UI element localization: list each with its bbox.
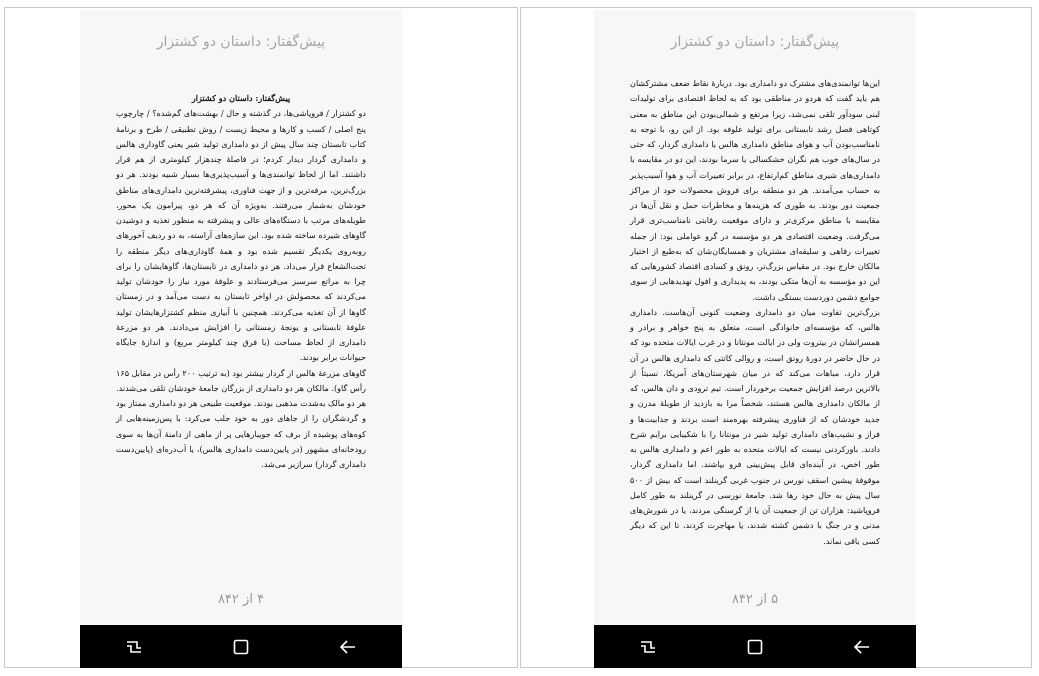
recents-icon[interactable] (628, 627, 668, 667)
home-icon[interactable] (735, 627, 775, 667)
reader-screen-left[interactable] (80, 10, 402, 668)
page-counter: ۵ از ۸۴۲ (731, 592, 779, 607)
chapter-heading: پیش‌گفتار: داستان دو کشتزار (191, 93, 291, 103)
page-body (630, 76, 880, 549)
paragraph: گاوهای مزرعهٔ هالس از گردار بیشتر بود (به ترتیب ۲۰۰ رأس در مقابل ۱۶۵ رأس گاو). مالکان هر دو دامداری از بزرگان جامعهٔ خودشان تلقی می‌شدند. هر دو مالک به‌شدت مذهبی بودند. موقعیت طبیعی هر دو دامداری ممتاز بود و گردشگران را از جاهای دور به خود جلب می‌کرد: با پس‌زمینه‌هایی از کوه‌های پوشیده از برف که جویبارهایی پر از ماهی از دامنهٔ آن‌ها به سوی رودخانه‌ای مشهور (در پایین‌دست دامداری هالس)، یا آب‌دره‌ای (پایین‌دست دامداری گردار) سرازیر می‌شد. (116, 367, 366, 469)
page-body (116, 91, 366, 472)
reader-screen-right[interactable] (594, 10, 916, 668)
page-header: پیش‌گفتار: داستان دو کشتزار (156, 34, 326, 50)
home-icon[interactable] (221, 627, 261, 667)
page-header: پیش‌گفتار: داستان دو کشتزار (670, 34, 840, 50)
back-icon[interactable] (328, 627, 368, 667)
paragraph: دو کشتزار / فروپاشی‌ها، در گذشته و حال / بهشت‌های گم‌شده؟ / چارچوب پنج اصلی / کسب و کارها و محیط زیست / روش تطبیقی / طرح و برنامهٔ کتاب تابستان چند سال پیش از دو دامداری تولید شیر یعنی گاوداری هالس و دامداری گردار دیدار کردم؛ در فاصلهٔ چندهزار کیلومتری از هم قرار داشتند. اما از لحاظ توانمندی‌ها و آسیب‌پذیری‌ها بسیار شبیه بودند. هر دو بزرگ‌ترین، مرفه‌ترین و از جهت فناوری، پیشرفته‌ترین دامداری‌های مناطق خودشان به‌شمار می‌رفتند. به‌ویژه آن که هر دو، پیرامون یک محور، طویله‌های مرتب با دستگاه‌های عالی و پیشرفته به منظور تغذیه و دوشیدن گاوهای شیرده ساخته شده بود. این سازه‌های آراسته، به دو ردیف آخورهای روبه‌روی یکدیگر تقسیم شده بود و همهٔ گاوداری‌های دیگر منطقه را تحت‌الشعاع قرار می‌داد. هر دو دامداری در تابستان‌ها، گاوهایشان را برای چرا به مراتع سرسبز می‌فرستادند و علوفهٔ مورد نیاز را خودشان تولید می‌کردند که محصولش در اواخر تابستان به دست می‌آمد و در زمستان گاوها از آن تغذیه می‌کردند. همچنین با آبیاری منظم کشتزارهایشان تولید علوفهٔ تابستانی و یونجهٔ زمستانی را افزایش می‌دادند. هر دو مزرعهٔ دامداری از لحاظ مساحت (با فرق چند کیلومتر مربع) و اندازهٔ جایگاه حیوانات برابر بودند. (116, 108, 366, 363)
reader-page-frame-right (520, 7, 1032, 668)
reader-page-frame-left (4, 7, 518, 668)
page-counter: ۴ از ۸۴۲ (217, 592, 265, 607)
android-nav-bar (594, 625, 916, 668)
android-nav-bar (80, 625, 402, 668)
paragraph: این‌ها توانمندی‌های مشترک دو دامداری بود. دربارهٔ نقاط ضعف مشترکشان هم باید گفت که هردو در مناطقی بود که به لحاظ اقتصادی برای تولیدات لبنی سودآور تلقی نمی‌شد، زیرا مرتفع و شمالی‌بودن این مناطق به معنی کوتاهی فصل رشد تابستانی برای تولید علوفه بود. از این رو، با توجه به نامناسب‌بودن آب و هوای مناطق دامداری هالس یا دامداری گردار، که حتی در سال‌های خوب هم نگران خشکسالی یا سرما بودند، این دو در مقایسه با دامداری‌های شیری مناطق کم‌ارتفاع، در برابر تغییرات آب و هوا آسیب‌پذیر به حساب می‌آمدند. هر دو منطقه برای فروش محصولات خود از مراکز جمعیت دور بودند. به طوری که هزینه‌ها و مخاطرات حمل و نقل آن‌ها در مقایسه با مناطق مرکزی‌تر و دارای موقعیت رقابتی نامناسب‌تری قرار می‌گرفت. وضعیت اقتصادی هر دو مؤسسه در گرو عواملی بود: از جمله تغییرات رفاهی و سلیقه‌ای مشتریان و همسایگان‌شان که به‌طبع از اختیار مالکان خارج بود. در مقیاس بزرگ‌تر، رونق و کسادی اقتصاد کشورهایی که این دو مؤسسه به آن‌ها متکی بودند، به پدیداری و افول تهدیدهایی از سوی جوامع دشمن دوردست بستگی داشت. (630, 78, 880, 302)
paragraph: بزرگ‌ترین تفاوت میان دو دامداری وضعیت کنونی آن‌هاست. دامداری هالس، که مؤسسه‌ای خانوادگی است، متعلق به پنج خواهر و برادر و همسرانشان در بیتروت ولی در ایالت مونتانا و در غرب ایالات متحده بود که در حال حاضر در دورهٔ رونق است، و روالی کاتتی که دامداری هالس در آن قرار دارد، مباهات می‌کند که در میان شهرستان‌های آمریکا، نسبتاً از بالاترین درصد افزایش جمعیت برخوردار است. تیم ترودی و دان هالس، که از مالکان دامداری هالس هستند، شخصاً مرا به بازدید از طویلهٔ مدرن و جدید خودشان که از فناوری پیشرفته بهره‌مند است بردند و جذابیت‌ها و فراز و نشیب‌های دامداری تولید شیر در مونتانا را با شکیبایی برایم شرح دادند. باورکردنی نیست که ایالات متحده به طور اعم و دامداری هالس به طور اخص، در آینده‌ای قابل پیش‌بینی فرو بپاشند. اما دامداری گردار، موقوفهٔ پیشین اسقف نورس در جنوب غربی گرینلند است که بیش از ۵۰۰ سال پیش به حال خود رها شد. جامعهٔ نورسی در گرینلند به طور کامل فروپاشید: هزاران تن از جمعیت آن یا از گرسنگی مردند، یا در شورش‌های مدنی و در جنگ با دشمن کشته شدند، یا مهاجرت کردند، تا این که دیگر کسی باقی نماند. (630, 306, 880, 546)
back-icon[interactable] (842, 627, 882, 667)
recents-icon[interactable] (114, 627, 154, 667)
